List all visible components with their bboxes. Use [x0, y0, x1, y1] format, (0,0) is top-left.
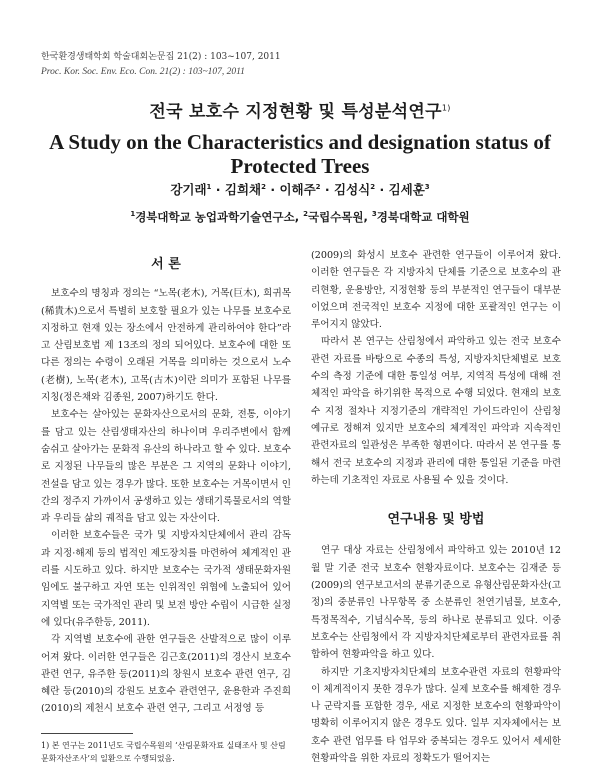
korean-title-text: 전국 보호수 지정현황 및 특성분석연구	[149, 102, 442, 122]
affiliation: 경북대학교 농업과학기술연구소,	[135, 210, 304, 224]
body-paragraph: 보호수의 명칭과 정의는 “노목(老木), 거목(巨木), 희귀목(稀貴木)으로서 특별히 보호할 필요가 있는 나무를 보호수로 지정하고 현재 있는 장소에서 안전하게 관리하여야 한다”라고 산림보호법 제 13조의 정의 되어있다. 보호수에 대한 또 다른 정의는 수령이 오래된 거목을 의미하는 것으로서 노수(老樹), 노목(老木), 고목(古木)이란 의미가 포함된 나무를 지칭(정은채와 김종원, 2007)하기도 한다.	[41, 288, 291, 404]
korean-title	[0, 97, 600, 122]
author-affil-mark: 2	[261, 182, 266, 191]
author-affil-mark: 3	[424, 182, 430, 191]
author-affil-mark: 2	[370, 182, 376, 191]
affil-mark: 1	[130, 210, 136, 219]
footnote-mark: 1)	[41, 741, 50, 750]
left-column	[41, 247, 291, 718]
author-list	[0, 180, 600, 198]
affiliation-list	[0, 209, 600, 225]
author-name: 강기래	[170, 182, 207, 197]
journal-citation-ko: 한국환경생태학회 학술대회논문집 21(2) : 103~107, 2011	[41, 52, 281, 62]
author-separator: ·	[375, 182, 389, 197]
author-separator: ·	[320, 182, 334, 197]
right-column	[311, 247, 561, 767]
title-footnote-mark: 1)	[441, 103, 451, 113]
body-paragraph: 따라서 본 연구는 산림청에서 파악하고 있는 전국 보호수관련 자료를 바탕으로 수종의 특성, 지방자치단체별로 보호수의 측정 기준에 대한 통일성 여부, 지역적 특성에 대해 전체적인 파악을 하기위한 목적으로 수행 되었다. 현재의 보호수 지정 절차나 지정기준의 개략적인 가이드라인이 산림청 예규로 정해져 있지만 보호수의 체계적인 파악과 지속적인 관련자료의 일관성은 부족한 형편이다. 따라서 본 연구를 통해서 전국 보호수의 지정과 관리에 대한 통일된 기준을 마련하는데 기초적인 자료로 사용될 수 있을 것이다.	[311, 336, 561, 486]
body-paragraph: 각 지역별 보호수에 관한 연구들은 산발적으로 많이 이루어져 왔다. 이러한 연구들은 김근호(2011)의 경산시 보호수 관련 연구, 유주한 등(2011)의 창원시 보호수 관련 연구, 김혜란 등(2010)의 강원도 보호수 관련연구, 윤용한과 주진희(2010)의 제천시 보호수 관련 연구, 그리고 서정영 등	[41, 634, 291, 715]
footnote	[41, 739, 291, 765]
body-paragraph: 보호수는 살아있는 문화자산으로서의 문화, 전통, 이야기를 담고 있는 산림생태자산의 하나이며 우리주변에서 함께 숨쉬고 살아가는 문화적 유산의 하나라고 할 수 있다. 보호수로 지정된 나무들의 많은 부분은 그 지역의 문화나 이야기, 전설을 담고 있는 경우가 많다. 또한 보호수는 거목이면서 인간의 정주지 가까이서 공생하고 있는 생태기록물로서의 역할과 우리들 삶의 궤적을 담고 있는 자산이다.	[41, 409, 291, 525]
body-paragraph: 하지만 기초지방자치단체의 보호수관련 자료의 현황파악이 체계적이지 못한 경우가 많다. 실제 보호수를 해제한 경우나 군락지를 포함한 경우, 새로 지정한 보호수의 현황파악이 명확히 이루어지지 않은 경우도 있다. 일부 지자체에서는 보호수 관련 업무를 타 업무와 중복되는 경우도 있어서 세세한 현황파악을 위한 자료의 정확도가 떨어지는	[311, 666, 561, 765]
body-paragraph: 이러한 보호수들은 국가 및 지방자치단체에서 관리 감독과 지정·해제 등의 법적인 제도장치를 마련하여 체계적인 관리를 시도하고 있다. 하지만 보호수는 국가적 생태문화자원임에도 불구하고 자연 또는 인위적인 위협에 노출되어 있어 지역별 또는 국가적인 관리 및 보전 방안 수립이 시급한 실정에 있다(유주한등, 2011).	[41, 530, 291, 628]
body-paragraph: (2009)의 화성시 보호수 관련한 연구들이 이루어져 왔다. 이러한 연구들은 각 지방자치 단체를 기준으로 보호수의 관리현황, 운용방안, 지정현황 등의 부분적인 연구들이 대부분이었으며 전국적인 보호수 지정에 대한 포괄적인 연구는 이루어지지 않았다.	[311, 250, 561, 331]
affiliation: 경북대학교 대학원	[376, 210, 470, 224]
body-paragraph: 연구 대상 자료는 산림청에서 파악하고 있는 2010년 12월 말 기준 전국 보호수 현황자료이다. 보호수는 김재준 등(2009)의 연구보고서의 분류기준으로 유형산림문화자산(고정)의 중분류인 나무항목 중 소분류인 천연기념물, 보호수, 특정목적수, 기념식수목, 등의 하나로 분류되고 있다. 이중 보호수는 산림청에서 각 지방자치단체로부터 관련자료를 취합하여 현황파악을 하고 있다.	[311, 545, 561, 661]
affil-mark: 3	[371, 210, 377, 219]
author-affil-mark: 1	[206, 182, 212, 191]
section-heading-methods: 연구내용 및 방법	[387, 512, 485, 528]
author-name: 김세훈	[388, 182, 425, 197]
section-heading-introduction: 서 론	[151, 257, 181, 272]
author-name: 김희채	[224, 182, 262, 197]
author-name: 이해주	[279, 182, 316, 197]
affiliation: 국립수목원,	[307, 210, 372, 224]
english-title: A Study on the Characteristics and designation status of Protected Trees	[49, 130, 551, 178]
journal-header	[41, 50, 281, 80]
footnote-text: 본 연구는 2011년도 국립수목원의 ‘산림문화자료 실태조사 및 산림문화자산조사’의 일환으로 수행되었음.	[41, 741, 286, 763]
affil-mark: 2	[303, 210, 308, 219]
journal-citation-en: Proc. Kor. Soc. Env. Eco. Con. 21(2) : 103~107, 2011	[41, 67, 245, 77]
author-separator: ·	[265, 182, 280, 197]
footnote-divider	[41, 733, 133, 734]
author-affil-mark: 2	[315, 182, 321, 191]
author-separator: ·	[211, 182, 225, 197]
author-name: 김성식	[334, 182, 371, 197]
